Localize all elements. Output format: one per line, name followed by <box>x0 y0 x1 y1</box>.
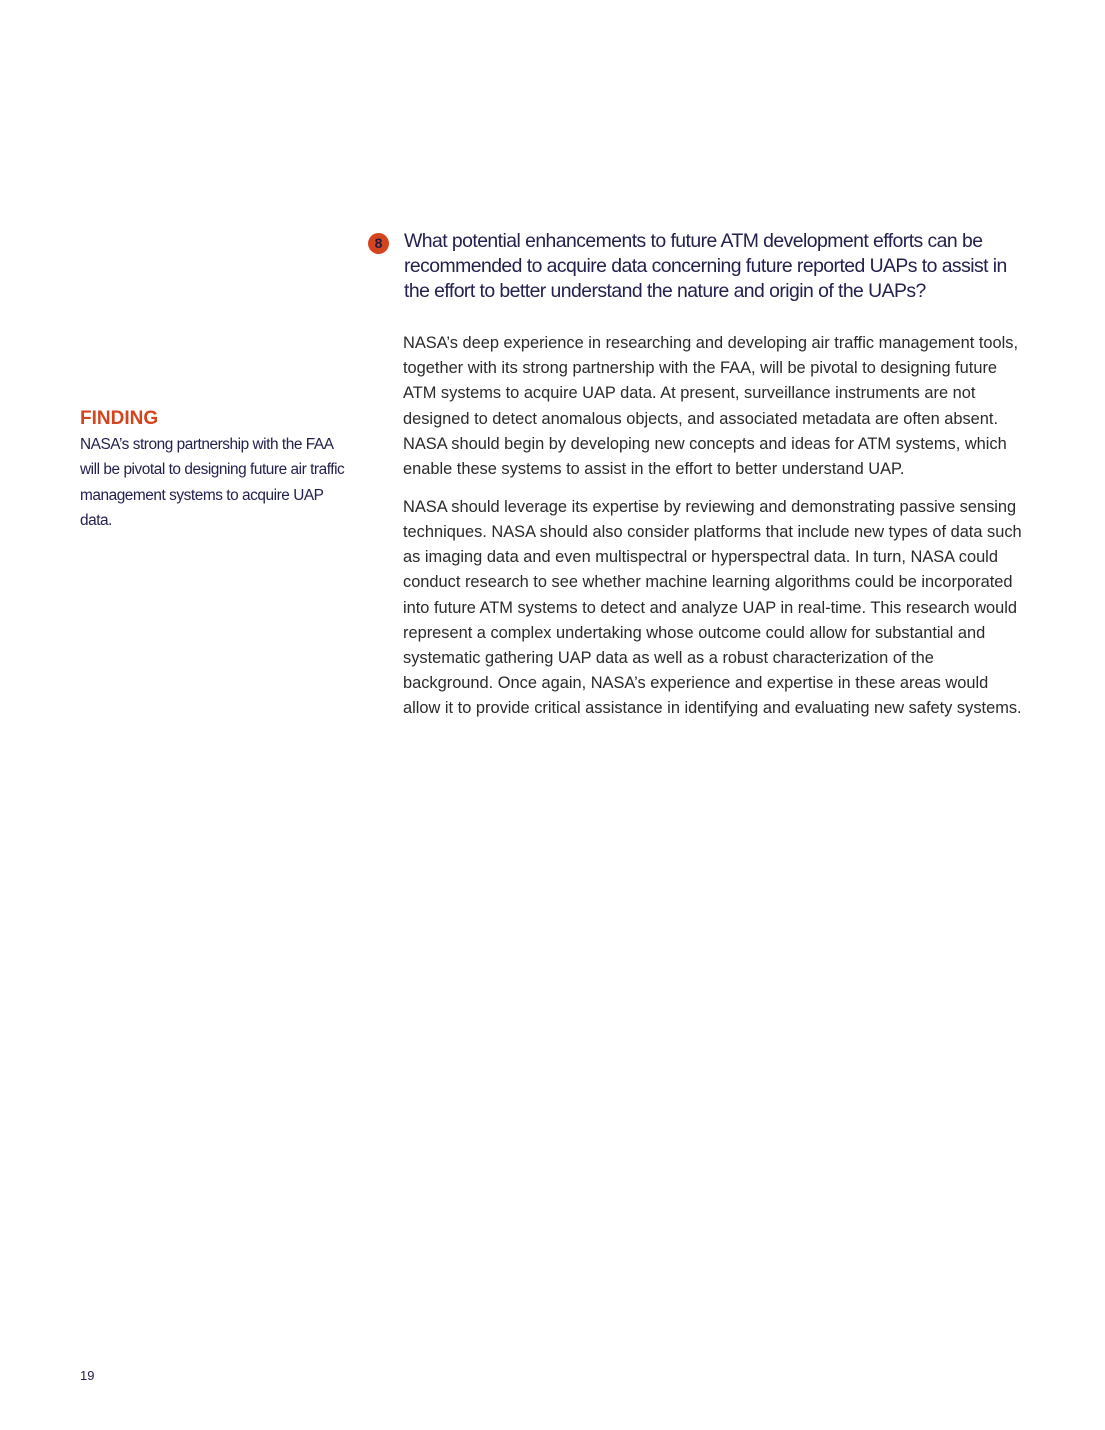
body-text <box>403 331 1025 734</box>
question-number-badge: 8 <box>368 233 389 254</box>
page-number: 19 <box>80 1368 95 1383</box>
body-paragraph-1: NASA’s deep experience in researching and developing air traffic management tools, together with its strong partnership with the FAA, will be pivotal to designing future ATM systems to acquire UAP data. At present, surveillance instruments are not designed to detect anomalous objects, and associated metadata are often absent. NASA should begin by developing new concepts and ideas for ATM systems, which enable these systems to assist in the effort to better understand UAP. <box>403 334 1019 479</box>
finding-sidebar <box>80 406 350 533</box>
body-paragraph-2: NASA should leverage its expertise by reviewing and demonstrating passive sensing techniques. NASA should also consider platforms that include new types of data such as imaging data and even multispectral or hyperspectral data. In turn, NASA could conduct research to see whether machine learning algorithms could be incorporated into future ATM systems to detect and analyze UAP in real-time. This research would represent a complex undertaking whose outcome could allow for substantial and systematic gathering UAP data as well as a robust characterization of the background. Once again, NASA’s experience and expertise in these areas would allow it to provide critical assistance in identifying and evaluating new safety systems. <box>403 497 1022 718</box>
finding-title: FINDING <box>80 408 159 429</box>
question-heading: What potential enhancements to future ATM development efforts can be recommended to acquire data concerning future reported UAPs to assist in the effort to better understand the nature and origin of the UAPs? <box>404 230 1007 302</box>
finding-text: NASA’s strong partnership with the FAA will be pivotal to designing future air traffic management systems to acquire UAP data. <box>80 436 345 529</box>
